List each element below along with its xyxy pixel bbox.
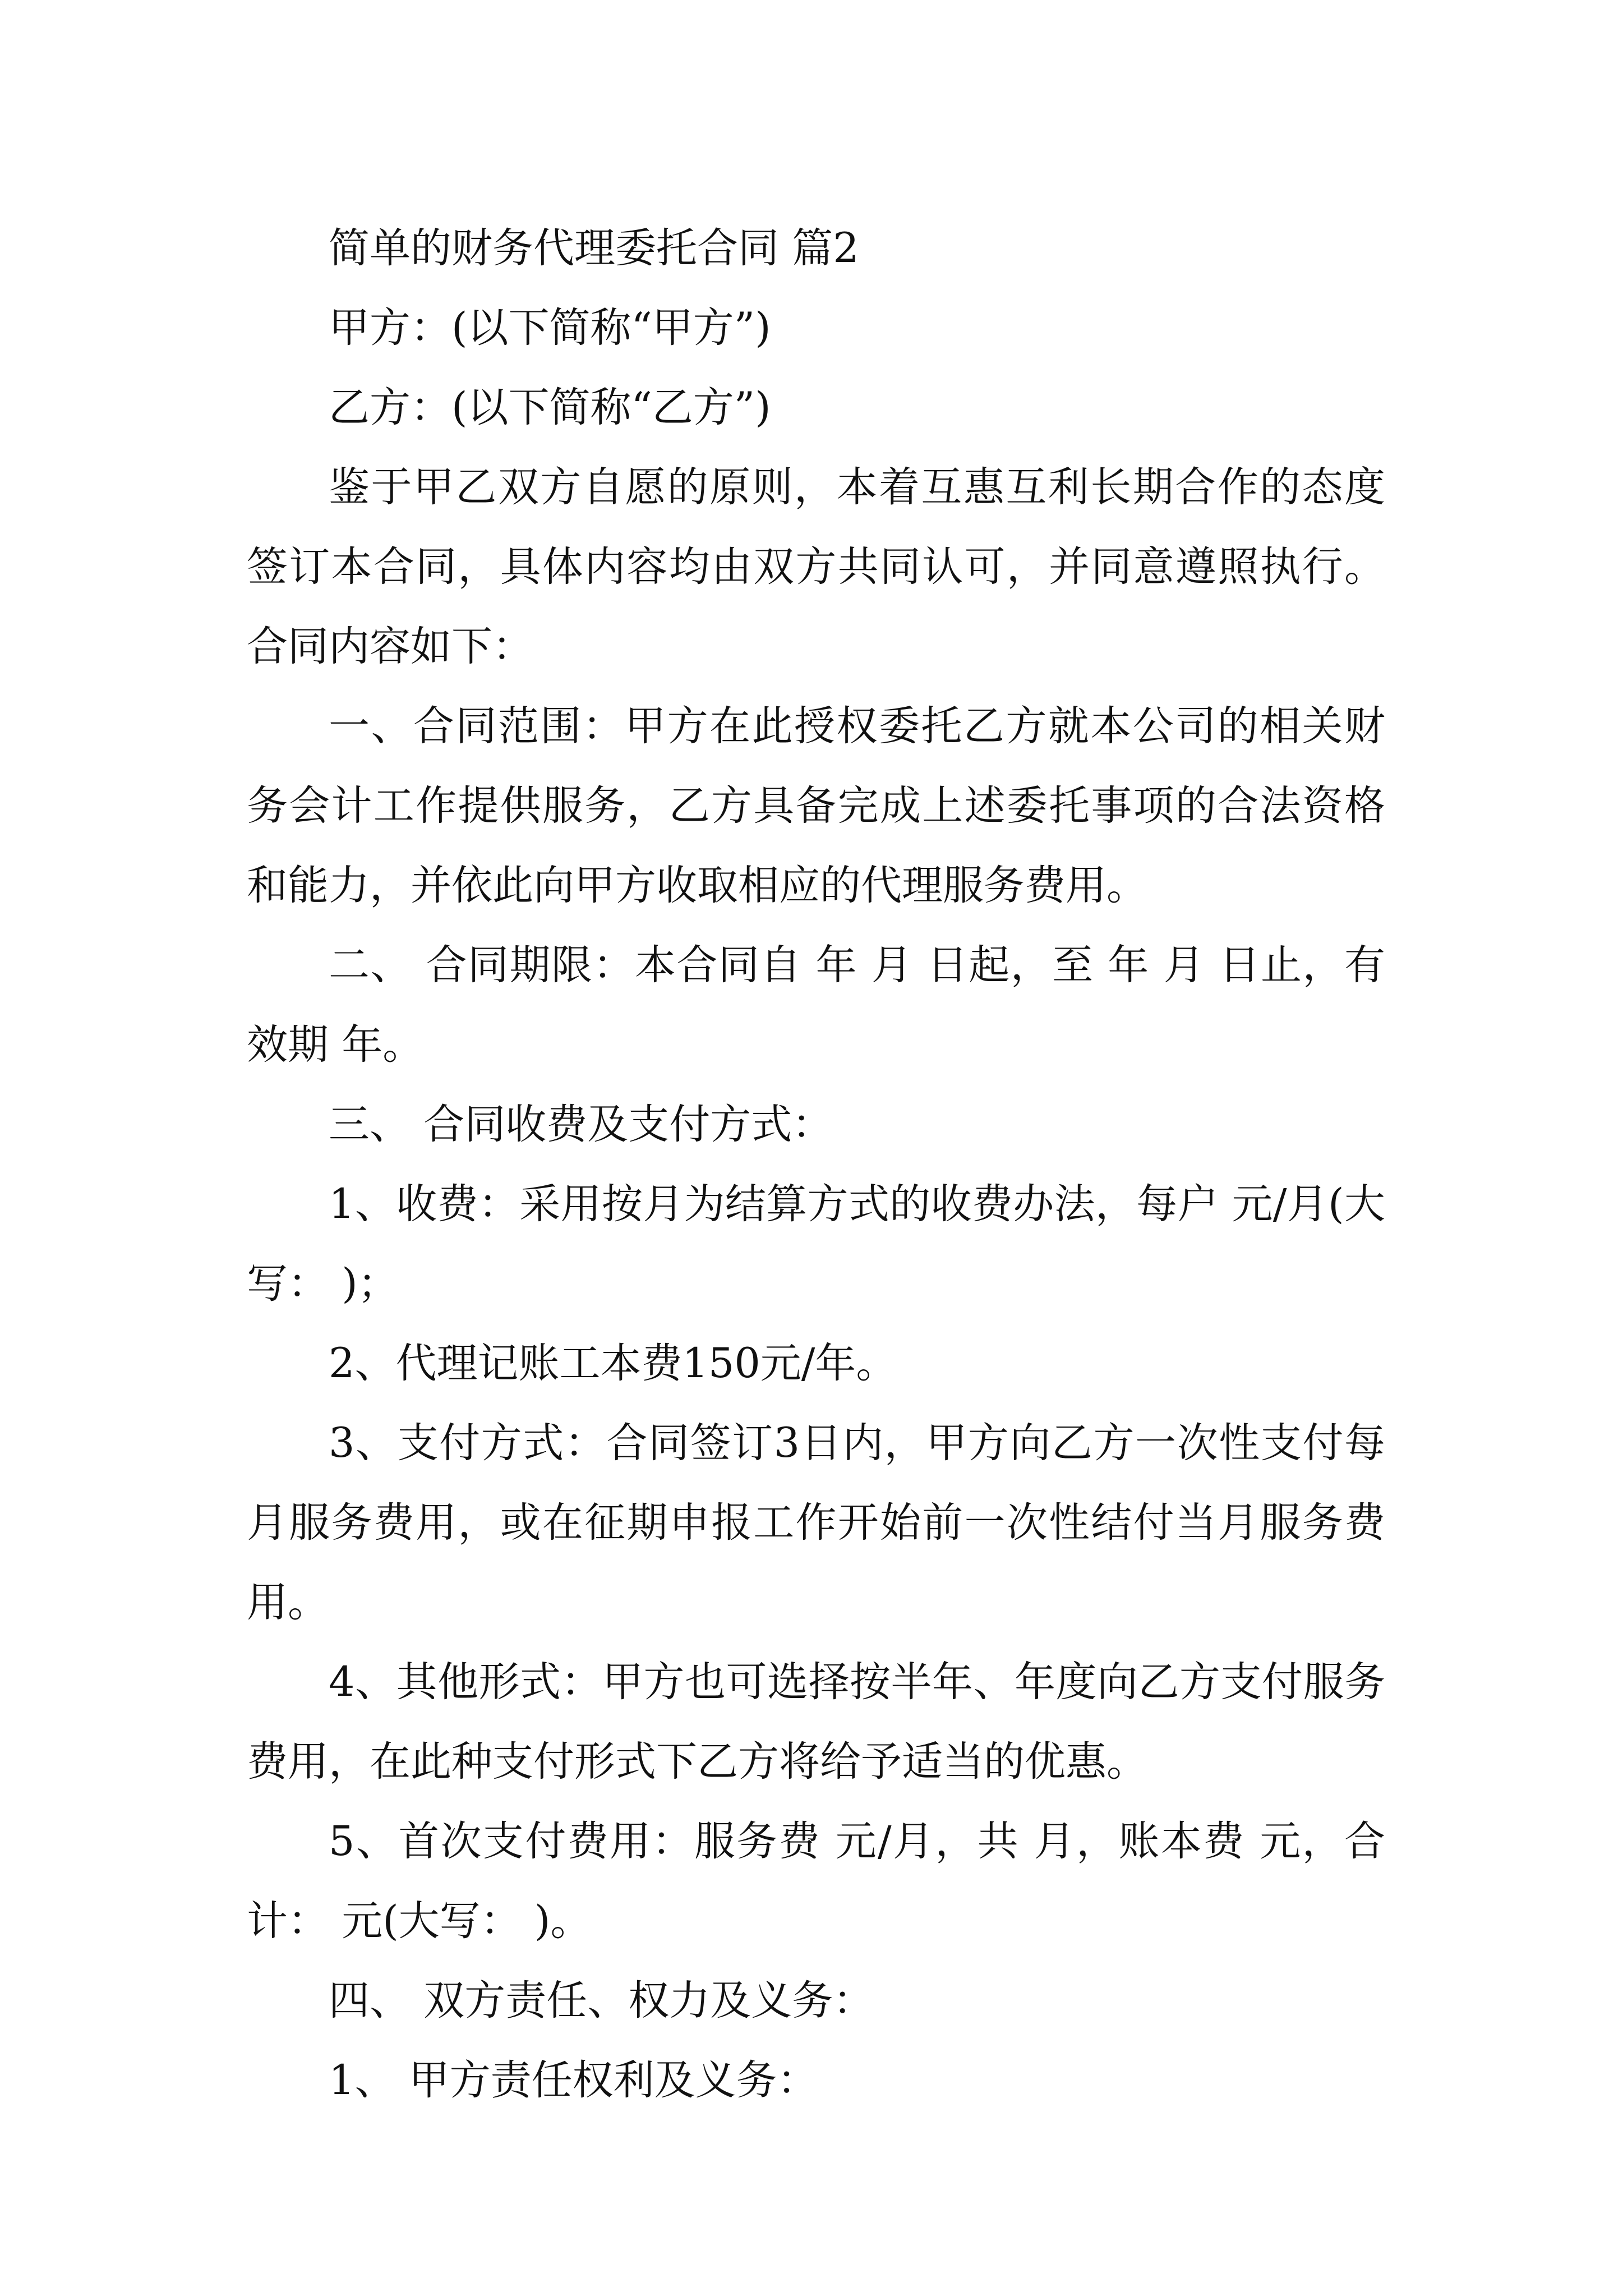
- fee-item-2: 2、代理记账工本费150元/年。: [329, 1340, 897, 1387]
- party-a-responsibilities-heading: 1、 甲方责任权利及义务：: [329, 2056, 818, 2104]
- party-b-line: 乙方：(以下简称“乙方”): [329, 384, 771, 431]
- clause-responsibilities-heading: 四、 双方责任、权力及义务：: [329, 1977, 874, 2024]
- document-body: [247, 209, 1385, 2120]
- clause-scope: 一、合同范围：甲方在此授权委托乙方就本公司的相关财务会计工作提供服务，乙方具备完成上述委托事项的合法资格和能力，并依此向甲方收取相应的代理服务费用。: [247, 702, 1385, 909]
- preamble-paragraph: 鉴于甲乙双方自愿的原则，本着互惠互利长期合作的态度签订本合同，具体内容均由双方共同认可，并同意遵照执行。合同内容如下：: [247, 463, 1385, 670]
- party-a-line: 甲方：(以下简称“甲方”): [329, 304, 771, 352]
- clause-fees-heading: 三、 合同收费及支付方式：: [329, 1101, 833, 1148]
- fee-item-3: 3、支付方式：合同签订3日内，甲方向乙方一次性支付每月服务费用，或在征期申报工作开始前一次性结付当月服务费用。: [247, 1419, 1385, 1626]
- fee-item-1: 1、收费：采用按月为结算方式的收费办法，每户 元/月(大写： )；: [247, 1180, 1385, 1308]
- clause-term: 二、 合同期限：本合同自 年 月 日起，至 年 月 日止，有效期 年。: [247, 941, 1385, 1069]
- fee-item-4: 4、其他形式：甲方也可选择按半年、年度向乙方支付服务费用，在此种支付形式下乙方将给予适当的优惠。: [247, 1658, 1385, 1786]
- fee-item-5: 5、首次支付费用：服务费 元/月，共 月，账本费 元，合计： 元(大写： )。: [247, 1818, 1385, 1945]
- document-title: 简单的财务代理委托合同 篇2: [329, 224, 859, 272]
